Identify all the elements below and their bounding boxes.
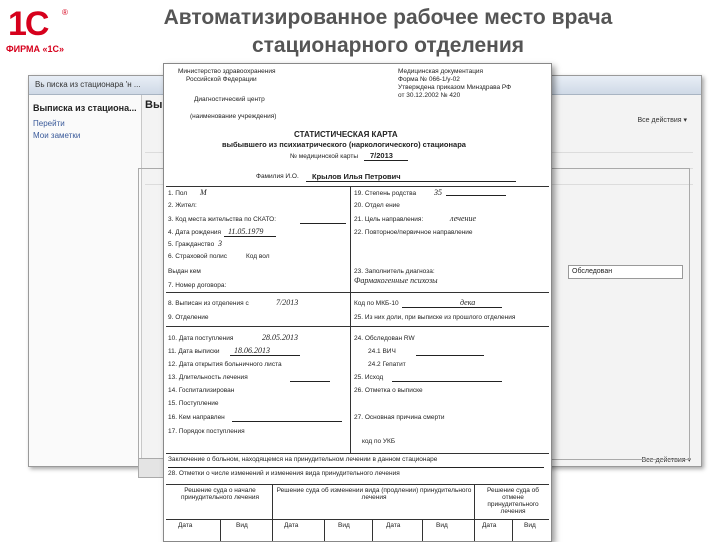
table-col-divider [272, 484, 273, 541]
ministry-line-2: Российской Федерации [186, 76, 257, 83]
row-4-label: 4. Дата рождения [168, 229, 222, 236]
row-10-value: 28.05.2013 [262, 333, 298, 342]
row-5-value: 3 [218, 239, 222, 248]
ministry-line-1: Министерство здравоохранения [178, 68, 276, 75]
row-outcome-underline [392, 381, 502, 382]
row-17-label: 17. Порядок поступления [168, 428, 245, 435]
row-11-value: 18.06.2013 [234, 346, 270, 355]
row-8-value: 7/2013 [276, 298, 299, 307]
code-label: код по УКБ [362, 438, 396, 445]
table-top-border [166, 484, 549, 485]
row-3-underline [300, 223, 346, 224]
form-header-line-1: Медицинская документация [398, 68, 484, 75]
section-divider [166, 186, 549, 187]
row-27-label: 27. Основная причина смерти [354, 414, 445, 421]
row-24-value-underline [422, 307, 502, 308]
form-header-line-4: от 30.12.2002 № 420 [398, 92, 461, 99]
table-col-date: Дата [178, 522, 193, 529]
row-11-label: 11. Дата выписки [168, 348, 220, 355]
row-16-underline [232, 421, 342, 422]
logo-mark: 1С [8, 5, 48, 43]
table-header-2: Решение суда об изменении вида (продлении) принудительного лечения [276, 487, 472, 501]
row-23-value: Фармакогенные психозы [354, 276, 438, 285]
table-col-type: Вид [436, 522, 448, 529]
card-title: СТАТИСТИЧЕСКАЯ КАРТА [294, 130, 398, 139]
company-logo [6, 6, 78, 60]
table-col-date: Дата [284, 522, 299, 529]
card-subtitle: выбывшего из психиатрического (наркологического) стационара [222, 140, 466, 149]
row-19-label: 19. Степень родства [354, 190, 417, 197]
note-29: 28. Отметки о числе изменений и изменения вида принудительного лечения [168, 470, 400, 477]
row-26-label: 26. Отметка о выписке [354, 387, 423, 394]
row-25-label: 25. Из них доли, при выписке из прошлого отделения [354, 314, 516, 321]
patient-label: Фамилия И.О. [256, 173, 299, 180]
form-header-line-2: Форма № 066-1/у-02 [398, 76, 460, 83]
slide-title [88, 4, 688, 60]
section-divider-4 [166, 453, 549, 454]
slide-title-line-2: стационарного отделения [251, 34, 525, 57]
row-3-label: 3. Код места жительства по СКАТО: [168, 216, 277, 223]
column-divider [350, 186, 351, 453]
row-1-label: 1. Пол [168, 190, 188, 197]
form-title: Вы [145, 99, 163, 111]
row-21-label: 21. Цель направления: [354, 216, 424, 223]
row-21-value: лечение [450, 214, 477, 223]
row-hiv-label: 24.1 ВИЧ [368, 348, 396, 355]
patient-underline [306, 181, 516, 182]
all-actions-button[interactable]: Все действия ▾ [637, 117, 687, 124]
table-header-1: Решение суда о начале принудительного лечения [180, 487, 260, 501]
table-col-type: Вид [338, 522, 350, 529]
table-col-divider [372, 519, 373, 541]
table-col-divider [220, 519, 221, 541]
all-actions-button-2[interactable]: Все действия ▾ [641, 457, 691, 464]
row-22-label: 22. Повторное/первичное направление [354, 229, 473, 236]
note-28: Заключение о больном, находящемся на принудительном лечении в данном стационаре [168, 456, 438, 463]
row-10-label: 10. Дата поступления [168, 335, 234, 342]
row-20-label: 20. Отдел ение [354, 202, 400, 209]
section-divider-2 [166, 292, 549, 293]
table-header-3: Решение суда об отмене принудительного лечения [487, 487, 539, 515]
row-19-underline [446, 195, 506, 196]
row-5-label: 5. Гражданство [168, 241, 215, 248]
form-header-line-3: Утверждена приказом Минздрава РФ [398, 84, 512, 91]
slide-title-line-1: Автоматизированное рабочее место врача [163, 6, 613, 29]
row-outcome-label: 25. Исход [354, 374, 384, 381]
table-col-divider [422, 519, 423, 541]
logo-reg-mark: ® [62, 8, 68, 17]
table-col-divider [474, 484, 475, 541]
table-col-date: Дата [482, 522, 497, 529]
card-number-underline [364, 160, 408, 161]
row-19-value: 35 [434, 188, 442, 197]
table-col-divider [512, 519, 513, 541]
row-2-label: 2. Жител: [168, 202, 197, 209]
status-select[interactable]: Обследован [568, 265, 683, 279]
row-6-value: Код вол [246, 253, 270, 260]
logo-company-name: ФИРМА «1С» [6, 44, 65, 54]
patient-name: Крылов Илья Петрович [312, 172, 401, 181]
table-col-date: Дата [386, 522, 401, 529]
row-6-label: 6. Страховой полис [168, 253, 228, 260]
table-col-divider [324, 519, 325, 541]
row-24-value: дека [460, 298, 476, 307]
row-23-label: 23. Заполнитель диагноза: [354, 268, 435, 275]
row-11-underline [230, 355, 300, 356]
table-col-type: Вид [236, 522, 248, 529]
row-13-label: 13. Длительность лечения [168, 374, 248, 381]
row-24b-label: 24. Обследован RW [354, 335, 415, 342]
row-15-label: 15. Поступление [168, 400, 219, 407]
table-header-divider [166, 519, 549, 520]
window-titlebar: Вь писка из стационара 'н ... [29, 76, 701, 95]
card-number-value: 7/2013 [370, 151, 393, 160]
row-13-underline [290, 381, 330, 382]
left-panel-title: Выписка из стациона... [33, 103, 137, 113]
row-hepatitis-label: 24.2 Гепатит [368, 361, 406, 368]
row-9-label: 9. Отделение [168, 314, 209, 321]
left-link-go[interactable]: Перейти [33, 119, 65, 128]
note-28-underline [168, 467, 544, 468]
institution-label: (наименование учреждения) [190, 113, 277, 120]
row-hiv-underline [416, 355, 484, 356]
row-24-label: Код по МКБ-10 [354, 300, 399, 307]
left-panel [29, 95, 142, 466]
row-14-label: 14. Госпитализирован [168, 387, 235, 394]
row-16-label: 16. Кем направлен [168, 414, 225, 421]
row-8-label: 8. Выписан из отделения с [168, 300, 249, 307]
diagnostic-center: Диагностический центр [194, 96, 265, 103]
card-number-label: № медицинской карты [290, 153, 359, 160]
left-link-notes[interactable]: Мои заметки [33, 131, 81, 140]
row-issued-label: Выдан кем [168, 268, 201, 275]
row-1-value: М [200, 188, 207, 197]
row-7-label: 7. Номер договора: [168, 282, 227, 289]
row-4-value: 11.05.1979 [228, 227, 264, 236]
section-divider-3 [166, 326, 549, 327]
row-4-underline [224, 236, 276, 237]
statistical-card-document [163, 63, 552, 542]
table-col-type: Вид [524, 522, 536, 529]
row-12-label: 12. Дата открытия больничного листа [168, 361, 282, 368]
